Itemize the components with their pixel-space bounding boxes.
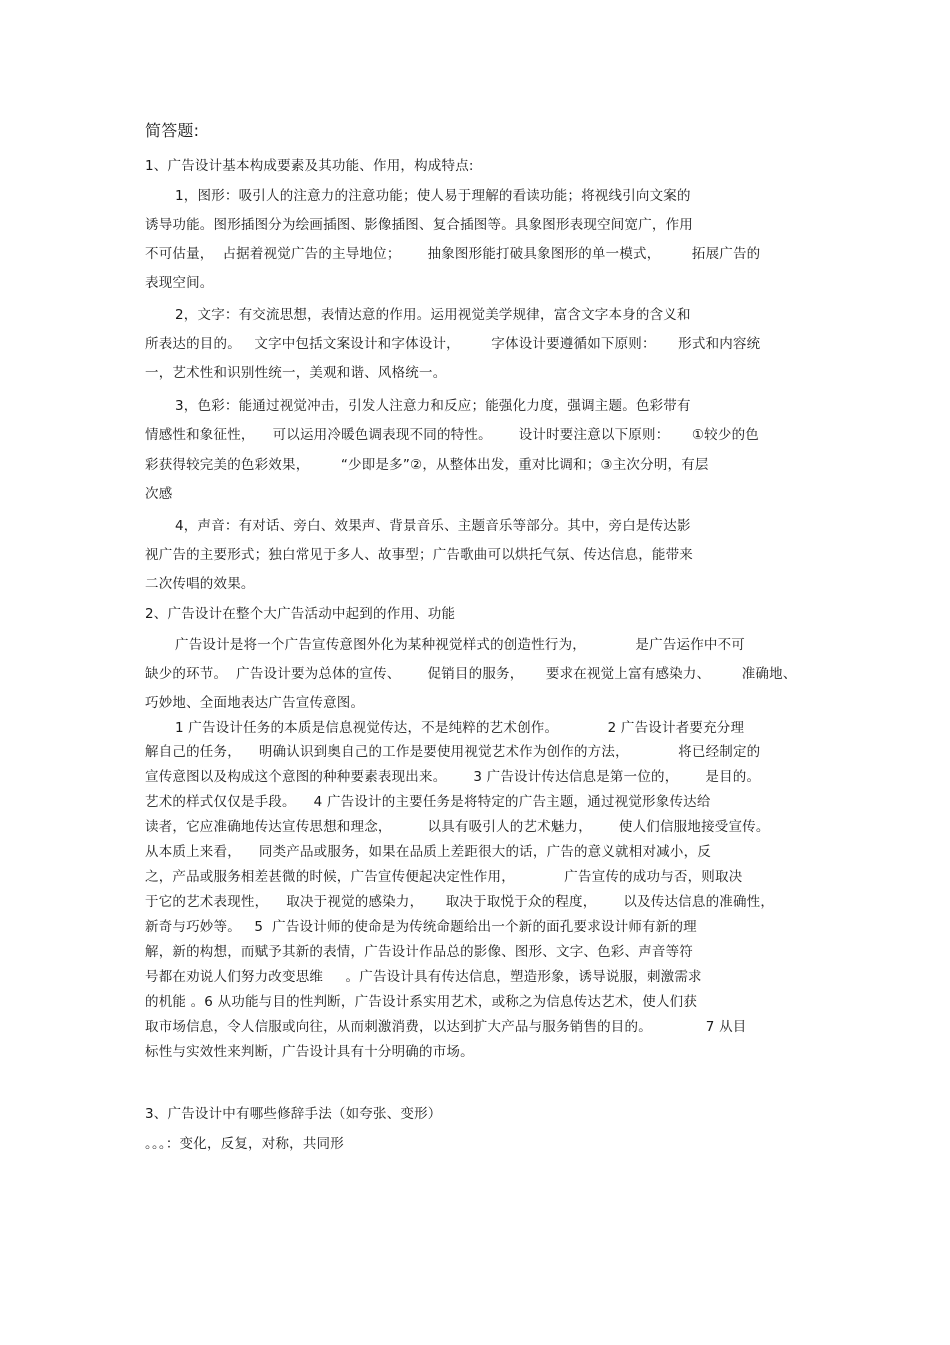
- paragraph-line: 次感: [145, 486, 173, 502]
- paragraph-line: 读者，它应准确地传达宣传思想和理念， 以具有吸引人的艺术魅力， 使人们信服地接受宣传。: [145, 819, 770, 835]
- paragraph-line: 之，产品或服务相差甚微的时候，广告宣传便起决定性作用， 广告宣传的成功与否，则取决: [145, 869, 743, 885]
- paragraph-line: 2，文字：有交流思想，表情达意的作用。运用视觉美学规律，富含文字本身的含义和: [175, 307, 691, 323]
- paragraph-line: 巧妙地、全面地表达广告宣传意图。: [145, 695, 365, 711]
- paragraph-line: 视广告的主要形式；独白常见于多人、故事型；广告歌曲可以烘托气氛、传达信息，能带来: [145, 547, 693, 563]
- paragraph-line: 新奇与巧妙等。 5 广告设计师的使命是为传统命题给出一个新的面孔要求设计师有新的理: [145, 919, 697, 935]
- question-3-heading: 3、广告设计中有哪些修辞手法（如夸张、变形）: [145, 1106, 442, 1122]
- paragraph-line: 4，声音：有对话、旁白、效果声、背景音乐、主题音乐等部分。其中，旁白是传达影: [175, 518, 691, 534]
- paragraph-line: 3，色彩：能通过视觉冲击，引发人注意力和反应；能强化力度，强调主题。色彩带有: [175, 398, 691, 414]
- answer-line: 。。。：变化，反复，对称，共同形: [145, 1136, 344, 1152]
- paragraph-line: 宣传意图以及构成这个意图的种种要素表现出来。 3 广告设计传达信息是第一位的， 是目的。: [145, 769, 761, 785]
- paragraph-line: 1 广告设计任务的本质是信息视觉传达，不是纯粹的艺术创作。 2 广告设计者要充分理: [175, 720, 745, 736]
- question-2-heading: 2、广告设计在整个大广告活动中起到的作用、功能: [145, 606, 456, 622]
- question-1-heading: 1、广告设计基本构成要素及其功能、作用，构成特点:: [145, 158, 474, 174]
- paragraph-line: 一，艺术性和识别性统一，美观和谐、风格统一。: [145, 365, 447, 381]
- paragraph-line: 情感性和象征性， 可以运用冷暖色调表现不同的特性。 设计时要注意以下原则： ①较少的色: [145, 427, 759, 443]
- paragraph-line: 广告设计是将一个广告宣传意图外化为某种视觉样式的创造性行为， 是广告运作中不可: [175, 637, 746, 653]
- paragraph-line: 缺少的环节。 广告设计要为总体的宣传、 促销目的服务， 要求在视觉上富有感染力、 准确地、: [145, 666, 797, 682]
- paragraph-line: 的机能 。6 从功能与目的性判断，广告设计系实用艺术，或称之为信息传达艺术，使人们获: [145, 994, 698, 1010]
- paragraph-line: 于它的艺术表现性， 取决于视觉的感染力， 取决于取悦于众的程度， 以及传达信息的准确性，: [145, 894, 775, 910]
- paragraph-line: 号都在劝说人们努力改变思维 。广告设计具有传达信息，塑造形象，诱导说服，刺激需求: [145, 969, 702, 985]
- paragraph-line: 标性与实效性来判断，广告设计具有十分明确的市场。: [145, 1044, 474, 1060]
- paragraph-line: 二次传唱的效果。: [145, 576, 255, 592]
- paragraph-line: 解，新的构想，而赋予其新的表情，广告设计作品总的影像、图形、文字、色彩、声音等符: [145, 944, 693, 960]
- paragraph-line: 1，图形：吸引人的注意力的注意功能；使人易于理解的看读功能；将视线引向文案的: [175, 188, 691, 204]
- paragraph-line: 解自己的任务， 明确认识到奥自己的工作是要使用视觉艺术作为创作的方法， 将已经制定的: [145, 744, 761, 760]
- paragraph-line: 取市场信息，令人信服或向往，从而刺激消费，以达到扩大产品与服务销售的目的。 7 从目: [145, 1019, 747, 1035]
- paragraph-line: 艺术的样式仅仅是手段。 4 广告设计的主要任务是将特定的广告主题，通过视觉形象传达给: [145, 794, 711, 810]
- document-title: 简答题:: [145, 121, 200, 140]
- paragraph-line: 彩获得较完美的色彩效果， “少即是多”②，从整体出发，重对比调和；③主次分明，有层: [145, 457, 709, 473]
- paragraph-line: 不可估量， 占据着视觉广告的主导地位； 抽象图形能打破具象图形的单一模式， 拓展广告的: [145, 246, 761, 262]
- paragraph-line: 所表达的目的。 文字中包括文案设计和字体设计， 字体设计要遵循如下原则： 形式和内容统: [145, 336, 761, 352]
- paragraph-line: 表现空间。: [145, 275, 214, 291]
- paragraph-line: 从本质上来看， 同类产品或服务，如果在品质上差距很大的话，广告的意义就相对减小，反: [145, 844, 711, 860]
- paragraph-line: 诱导功能。图形插图分为绘画插图、影像插图、复合插图等。具象图形表现空间宽广，作用: [145, 217, 693, 233]
